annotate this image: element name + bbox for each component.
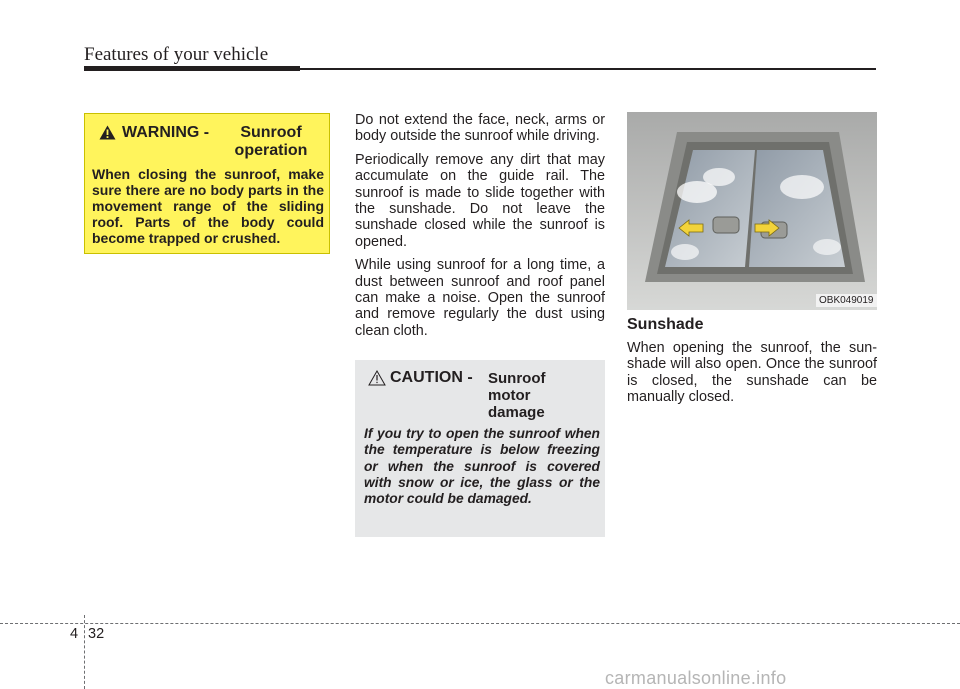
sunshade-body: When opening the sunroof, the sunshade will also open. Once the sunroof is closed, the sunshade can be manually closed. xyxy=(627,340,877,406)
caution-box xyxy=(355,360,605,537)
watermark: carmanualsonline.info xyxy=(605,668,787,688)
warning-body: When closing the sunroof, make sure there are no body parts in the movement range of the sliding roof. Parts of the body could become trapped or crushed. xyxy=(92,166,324,246)
caution-body: If you try to open the sunroof when the temperature is below freezing or when the sunroof is covered with snow or ice, the glass or the motor could be damaged. xyxy=(364,426,600,507)
sunroof-photo xyxy=(627,112,877,310)
header-rule-thin xyxy=(300,68,876,70)
paragraph-guide-rail: Periodically remove any dirt that may accumulate on the guide rail. The sunroof is made to slide together with the sunshade. Do not leave the sunshade closed while the sunroof is opened. xyxy=(355,151,605,250)
warning-triangle-icon xyxy=(99,125,116,140)
caution-title: CAUTION - xyxy=(390,369,473,386)
sunshade-heading: Sunshade xyxy=(627,316,704,333)
page-number: 32 xyxy=(88,626,105,642)
footer-rule xyxy=(0,623,960,624)
caution-subtitle: Sunroof motor damage xyxy=(488,370,546,421)
paragraph-dust-noise: While using sunroof for a long time, a dust between sunroof and roof panel can make a noise. Open the sunroof and remove regularly the dust using clean cloth. xyxy=(355,257,605,339)
warning-box xyxy=(84,113,330,254)
sunshade-section xyxy=(627,316,877,406)
body-text-column xyxy=(355,112,605,346)
warning-title: WARNING - xyxy=(122,124,210,141)
figure-code: OBK049019 xyxy=(816,294,877,307)
chapter-number: 4 xyxy=(70,626,79,642)
caution-triangle-icon xyxy=(368,370,386,386)
section-title: Features of your vehicle xyxy=(84,44,269,65)
warning-subtitle: Sunroof operation xyxy=(234,124,308,159)
header-rule xyxy=(84,66,300,71)
footer-divider xyxy=(84,615,85,689)
paragraph-face-neck: Do not extend the face, neck, arms or body outside the sunroof while driving. xyxy=(355,112,605,145)
